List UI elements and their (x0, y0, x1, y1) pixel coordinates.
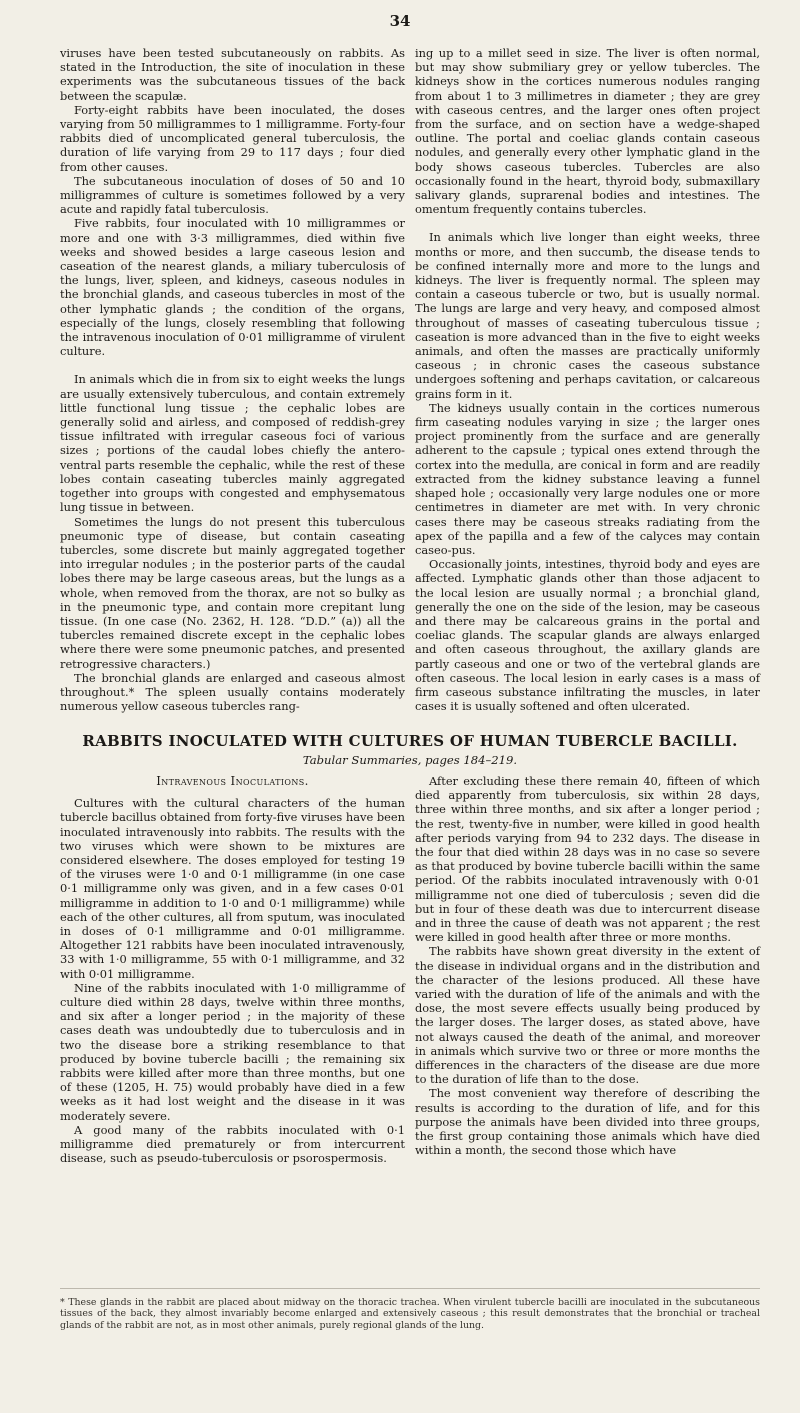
paragraph: ing up to a millet seed in size. The liver is often normal, but may show submiliary grey or yellow tubercles. The kidneys show in the cortices numerous nodules ranging from about 1 to 3 millimetres in diameter ; they are grey with caseous centres, and the larger ones often project from the surface, and on section have a wedge-shaped outline. The portal and coeliac glands contain caseous nodules, and generally every other lymphatic gland in the body shows caseous tubercles. Tubercles are also occasionally found in the heart, thyroid body, submaxillary salivary glands, suprarenal bodies and intestines. The omentum frequently contains tubercles. (415, 46, 760, 217)
paragraph: Five rabbits, four inoculated with 10 milligrammes or more and one with 3·3 milligrammes, died within five weeks and showed besides a large caseous lesion and caseation of the nearest glands, a miliary tuberculosis of the lungs, liver, spleen, and kidneys, caseous nodules in the bronchial glands, and caseous tubercles in most of the other lymphatic glands ; the condition of the organs, especially of the lungs, closely resembling that following the intravenous inoculation of 0·01 milligramme of virulent culture. (60, 216, 405, 359)
paragraph: In animals which live longer than eight weeks, three months or more, and then succumb, the disease tends to be confined internally more and more to the lungs and kidneys. The liver is frequently normal. The spleen may contain a caseous tubercle or two, but is usually normal. The lungs are large and very heavy, and composed almost throughout of masses of caseating tuberculous tissue ; caseation is more advanced than in the five to eight weeks animals, and often the masses are practically uniformly caseous ; in chronic cases the caseous substance undergoes softening and perhaps cavitation, or calcareous grains form in it. (415, 230, 760, 401)
paragraph: The most convenient way therefore of describing the results is according to the duration of life, and for this purpose the animals have been divided into three groups, the first group containing those animals which have died within a month, the second those which have (415, 1086, 760, 1158)
section-subtitle: Tabular Summaries, pages 184–219. (302, 753, 518, 767)
right-column-top (415, 46, 760, 713)
page-number: 34 (389, 12, 411, 30)
footnote-divider (60, 1288, 760, 1289)
paragraph: A good many of the rabbits inoculated with 0·1 milligramme died prematurely or from intercurrent disease, such as pseudo-tuberculosis or psorospermosis. (60, 1122, 405, 1166)
paragraph: The kidneys usually contain in the cortices numerous firm caseating nodules varying in size ; the larger ones project prominently from the surface and are generally adherent to the capsule ; typical ones extend through the cortex into the medulla, are conical in form and are readily extracted from the kidney substance leaving a funnel shaped hole ; occasionally very large nodules one or more centimetres in diameter are met with. In very chronic cases there may be caseous streaks radiating from the apex of the papilla and a few of the calyces may contain caseo-pus. (415, 400, 760, 557)
paragraph: viruses have been tested subcutaneously on rabbits. As stated in the Introduction, the site of inoculation in these experiments was the subcutaneous tissues of the back between the scapulæ. (60, 46, 405, 103)
right-column-bottom (415, 774, 760, 1157)
left-column-bottom (60, 774, 405, 1165)
paragraph: Nine of the rabbits inoculated with 1·0 milligramme of culture died within 28 days, twelve within three months, and six after a longer period ; in the majority of these cases death was undoubtedly due to tuberculosis and in two the disease bore a striking resemblance to that produced by bovine tubercle bacilli ; the remaining six rabbits were killed after more than three months, but one of these (1205, H. 75) would probably have died in a few weeks as it had lost weight and the disease in it was moderately severe. (60, 980, 405, 1123)
paragraph: Cultures with the cultural characters of the human tubercle bacillus obtained from forty-five viruses have been inoculated intravenously into rabbits. The results with the two viruses which were shown to be mixtures are considered elsewhere. The doses employed for testing 19 of the viruses were 1·0 and 0·1 milligramme (in one case 0·1 milligramme only was given, and in a few cases 0·01 milligramme in addition to 1·0 and 0·1 milligramme) while each of the other cultures, all from sputum, was inoculated in doses of 0·1 milligramme and 0·01 milligramme. Altogether 121 rabbits have been inoculated intravenously, 33 with 1·0 milligramme, 55 with 0·1 milligramme, and 32 with 0·01 milligramme. (60, 796, 405, 981)
left-column-top (60, 46, 405, 713)
paragraph: The rabbits have shown great diversity in the extent of the disease in individual organs and in the distribution and the character of the lesions produced. All these have varied with the duration of life of the animals and with the dose, the most severe effects usually being produced by the larger doses. The larger doses, as stated above, have not always caused the death of the animal, and moreover in animals which survive two or three or more months the differences in the characters of the disease are due more to the duration of life than to the dose. (415, 944, 760, 1087)
subsection-heading: Intravenous Inoculations. (156, 774, 309, 788)
footnote: * These glands in the rabbit are placed about midway on the thoracic trachea. When virulent tubercle bacilli are inoculated in the subcutaneous tissues of the back, they almost invariably become enlarged and extensively caseous ; this result demonstrates that the bronchial or tracheal glands of the rabbit are not, as in most other animals, purely regional glands of the lung. (60, 1297, 760, 1331)
paragraph: Occasionally joints, intestines, thyroid body and eyes are affected. Lymphatic glands other than those adjacent to the local lesion are usually normal ; a bronchial gland, generally the one on the side of the lesion, may be caseous and there may be calcareous grains in the portal and coeliac glands. The scapular glands are always enlarged and often caseous throughout, the axillary glands are partly caseous and one or two of the vertebral glands are often caseous. The local lesion in early cases is a mass of firm caseous substance infiltrating the muscles, in later cases it is usually softened and often ulcerated. (415, 557, 760, 714)
paragraph: After excluding these there remain 40, fifteen of which died apparently from tuberculosis, six within 28 days, three within three months, and six after a longer period ; the rest, twenty-five in number, were killed in good health after periods varying from 94 to 232 days. The disease in the four that died within 28 days was in no case so severe as that produced by bovine tubercle bacilli within the same period. Of the rabbits inoculated intravenously with 0·01 milligramme not one died of tuberculosis ; seven did die but in four of these death was due to intercurrent disease and in three the cause of death was not apparent ; the rest were killed in good health after three or more months. (415, 774, 760, 945)
section-title: RABBITS INOCULATED WITH CULTURES OF HUMAN TUBERCLE BACILLI. (82, 732, 738, 750)
paragraph: The bronchial glands are enlarged and caseous almost throughout.* The spleen usually contains moderately numerous yellow caseous tubercles rang- (60, 670, 405, 714)
paragraph: Forty-eight rabbits have been inoculated, the doses varying from 50 milligrammes to 1 milligramme. Forty-four rabbits died of uncomplicated general tuberculosis, the duration of life varying from 29 to 117 days ; four died from other causes. (60, 102, 405, 174)
paragraph: In animals which die in from six to eight weeks the lungs are usually extensively tuberculous, and contain extremely little functional lung tissue ; the cephalic lobes are generally solid and airless, and composed of reddish-grey tissue infiltrated with irregular caseous foci of various sizes ; portions of the caudal lobes chiefly the antero-ventral parts resemble the cephalic, while the rest of these lobes contain caseating tubercles mainly aggregated together into groups with congested and emphysematous lung tissue in between. (60, 372, 405, 515)
paragraph: The subcutaneous inoculation of doses of 50 and 10 milligrammes of culture is sometimes followed by a very acute and rapidly fatal tuberculosis. (60, 173, 405, 217)
paragraph: Sometimes the lungs do not present this tuberculous pneumonic type of disease, but contain caseating tubercles, some discrete but mainly aggregated together into irregular nodules ; in the posterior parts of the caudal lobes there may be large caseous areas, but the lungs as a whole, when removed from the thorax, are not so bulky as in the pneumonic type, and contain more crepitant lung tissue. (In one case (No. 2362, H. 128. “D.D.” (a)) all the tubercles remained discrete except in the cephalic lobes where there were some pneumonic patches, and presented retrogressive characters.) (60, 514, 405, 671)
